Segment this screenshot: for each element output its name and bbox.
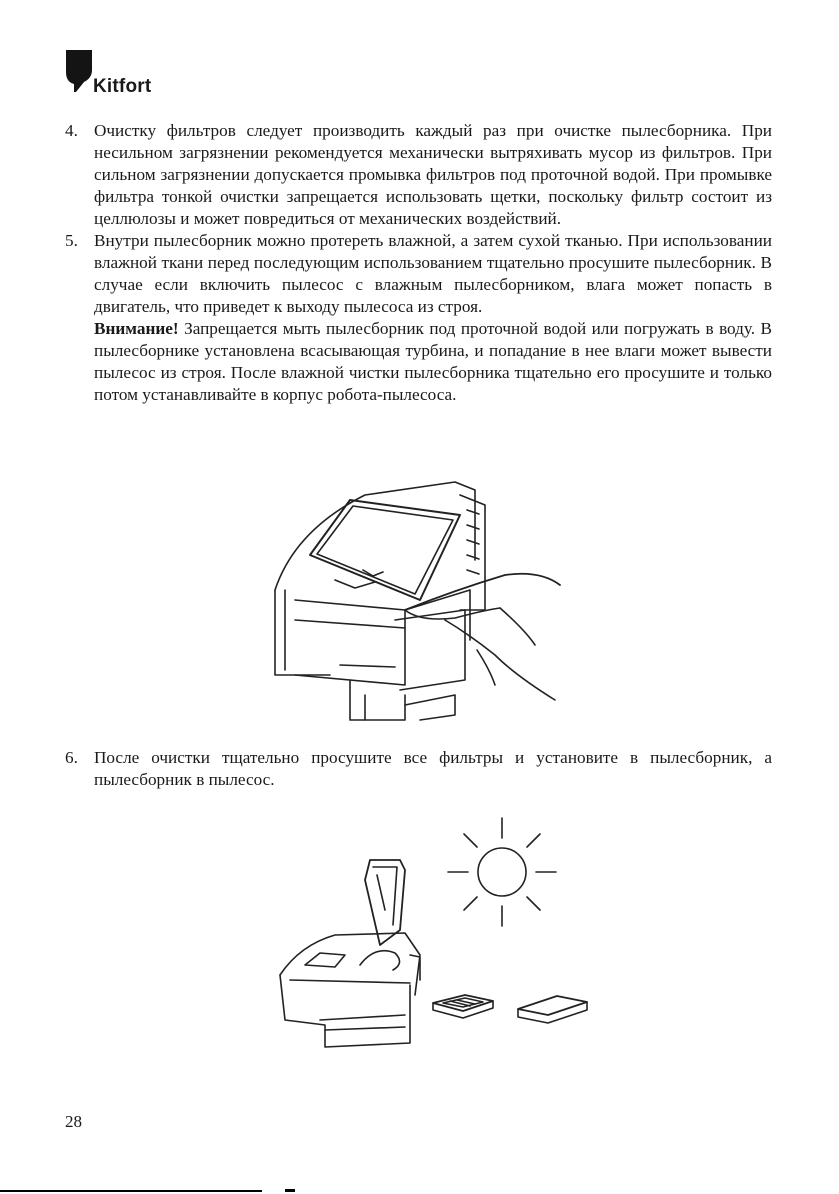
logo-mark-icon (64, 48, 94, 94)
step-text: Внутри пылесборник можно протереть влажной, а затем сухой тканью. При использовании влажной ткани перед последующим использованием тщательно просушите пылесборник. В случае если включить пылесос с влажным пылесборником, влага может попасть в двигатель, что приведет к выходу пылесоса из строя. (94, 231, 772, 316)
brand-name: Kitfort (93, 76, 152, 97)
warning-note (65, 318, 772, 406)
warning-label: Внимание! (94, 319, 179, 338)
sun-icon (448, 818, 556, 926)
step-text: После очистки тщательно просушите все фильтры и установите в пылесборник, а пылесборник в пылесос. (94, 748, 772, 789)
step-list (65, 120, 772, 318)
step-list (65, 747, 772, 791)
drying-illustration (265, 815, 605, 1060)
step-number: 4. (65, 121, 78, 140)
page-number: 28 (65, 1112, 82, 1131)
footer-rule (0, 1190, 262, 1192)
footer-mark (285, 1189, 295, 1192)
dustbin-removal-illustration (255, 470, 575, 740)
kitfort-logo (64, 48, 174, 98)
step-6 (65, 747, 772, 791)
warning-text: Запрещается мыть пылесборник под проточной водой или погружать в воду. В пылесборнике установлена всасывающая турбина, и попадание в нее влаги может вывести пылесос из строя. После влажной чистки пылесборника тщательно его просушите и только потом устанавливайте в корпус робота-пылесоса. (94, 319, 772, 404)
step-number: 5. (65, 231, 78, 250)
instructions-continued (65, 747, 772, 791)
step-number: 6. (65, 748, 78, 767)
instructions (65, 120, 772, 406)
step-4 (65, 120, 772, 230)
step-text: Очистку фильтров следует производить каждый раз при очистке пылесборника. При несильном загрязнении рекомендуется механически вытряхивать мусор из фильтров. При сильном загрязнении допускается промывка фильтров под проточной водой. При промывке фильтра тонкой очистки запрещается использовать щетки, поскольку фильтр состоит из целлюлозы и может повредиться от механических воздействий. (94, 121, 772, 228)
step-5 (65, 230, 772, 318)
